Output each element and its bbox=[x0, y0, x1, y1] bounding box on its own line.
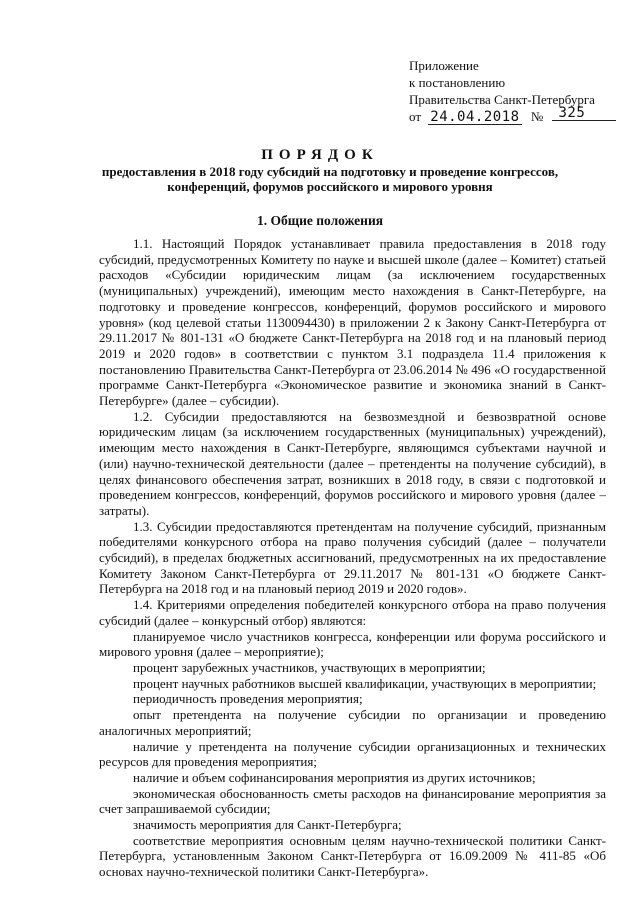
criterion-item: процент научных работников высшей квалификации, участвующих в мероприятии; bbox=[133, 675, 597, 691]
paragraph-1-2: 1.2. Субсидии предоставляются на безвозмездной и безвозвратной основе юридическим лицам (за исключением государственных (муниципальных) учреждений), имеющим место нахождения в Санкт-Петербурге, являющимся субъектами научной и (или) научно-технической деятельности (далее – претенденты на получение субсидий), в целях финансового обеспечения затрат, возникших в 2018 году, в связи с подготовкой и проведением конгрессов, конференций, форумов российского и мирового уровня (далее – затраты). bbox=[99, 408, 606, 518]
criterion-item: процент зарубежных участников, участвующих в мероприятии; bbox=[133, 659, 486, 675]
decree-number: 325 bbox=[552, 106, 616, 121]
paragraph-1-4: 1.4. Критериями определения победителей конкурсного отбора на право получения субсидий (далее – конкурсный отбор) являются: bbox=[99, 597, 606, 628]
appendix-header bbox=[409, 57, 609, 125]
criterion-item: опыт претендента на получение субсидии по организации и проведению аналогичных мероприятий; bbox=[99, 707, 606, 738]
decree-date: 24.04.2018 bbox=[430, 109, 520, 125]
appendix-line-1: Приложение bbox=[409, 58, 479, 73]
criterion-item: соответствие мероприятия основным целям научно-технической политики Санкт-Петербурга, установленным Законом Санкт-Петербурга от 16.09.2009 № 411-85 «Об основах научно-технической политики Санкт-Петербурга». bbox=[99, 832, 606, 880]
criterion-item: значимость мероприятия для Санкт-Петербурга; bbox=[133, 817, 402, 833]
paragraph-1-3: 1.3. Субсидии предоставляются претендентам на получение субсидий, признанным победителями конкурсного отбора на право получения субсидий (далее – получатели субсидий), в пределах бюджетных ассигнований, предусмотренных на их предоставление Комитету Законом Санкт-Петербурга от 29.11.2017 № 801-131 «О бюджете Санкт-Петербурга на 2018 год и на плановый период 2019 и 2020 годов». bbox=[99, 518, 606, 597]
number-sign: № bbox=[530, 109, 544, 124]
date-prefix: от bbox=[409, 109, 422, 124]
document-title: ПОРЯДОК bbox=[261, 147, 379, 163]
criterion-item: экономическая обоснованность сметы расходов на финансирование мероприятия за счет запрашиваемой субсидии; bbox=[99, 785, 606, 817]
appendix-line-2: к постановлению bbox=[409, 75, 506, 90]
appendix-line-3: Правительства Санкт-Петербурга bbox=[409, 92, 595, 107]
criterion-item: периодичность проведения мероприятия; bbox=[133, 691, 363, 707]
document-body bbox=[99, 236, 606, 880]
criterion-item: наличие и объем софинансирования мероприятия из других источников; bbox=[133, 769, 536, 785]
document-subtitle: предоставления в 2018 году субсидий на подготовку и проведение конгрессов, конференций, форумов российского и мирового уровня bbox=[101, 164, 559, 194]
criterion-item: планируемое число участников конгресса, конференции или форума российского и мирового уровня (далее – мероприятие); bbox=[99, 628, 606, 660]
appendix-date-line bbox=[409, 105, 609, 125]
paragraph-1-1: 1.1. Настоящий Порядок устанавливает правила предоставления в 2018 году субсидий, предусмотренных Комитету по науке и высшей школе (далее – Комитет) статьей расходов «Субсидии юридическим лицам (за исключением государственных (муниципальных) учреждений), имеющим место нахождения в Санкт-Петербурге, на подготовку и проведение конгрессов, конференций, форумов российского и мирового уровня» (код целевой статьи 1130094430) в приложении 2 к Закону Санкт-Петербурга от 29.11.2017 № 801-131 «О бюджете Санкт-Петербурга на 2018 год и на плановый период 2019 и 2020 годов» в соответствии с пунктом 3.1 подраздела 11.4 приложения к постановлению Правительства Санкт-Петербурга от 23.06.2014 № 496 «О государственной программе Санкт-Петербурга «Экономическое развитие и экономика знаний в Санкт-Петербурге» (далее – субсидии). bbox=[99, 236, 606, 409]
section-title: 1. Общие положения bbox=[256, 213, 384, 228]
criterion-item: наличие у претендента на получение субсидии организационных и технических ресурсов для проведения мероприятия; bbox=[99, 738, 606, 770]
